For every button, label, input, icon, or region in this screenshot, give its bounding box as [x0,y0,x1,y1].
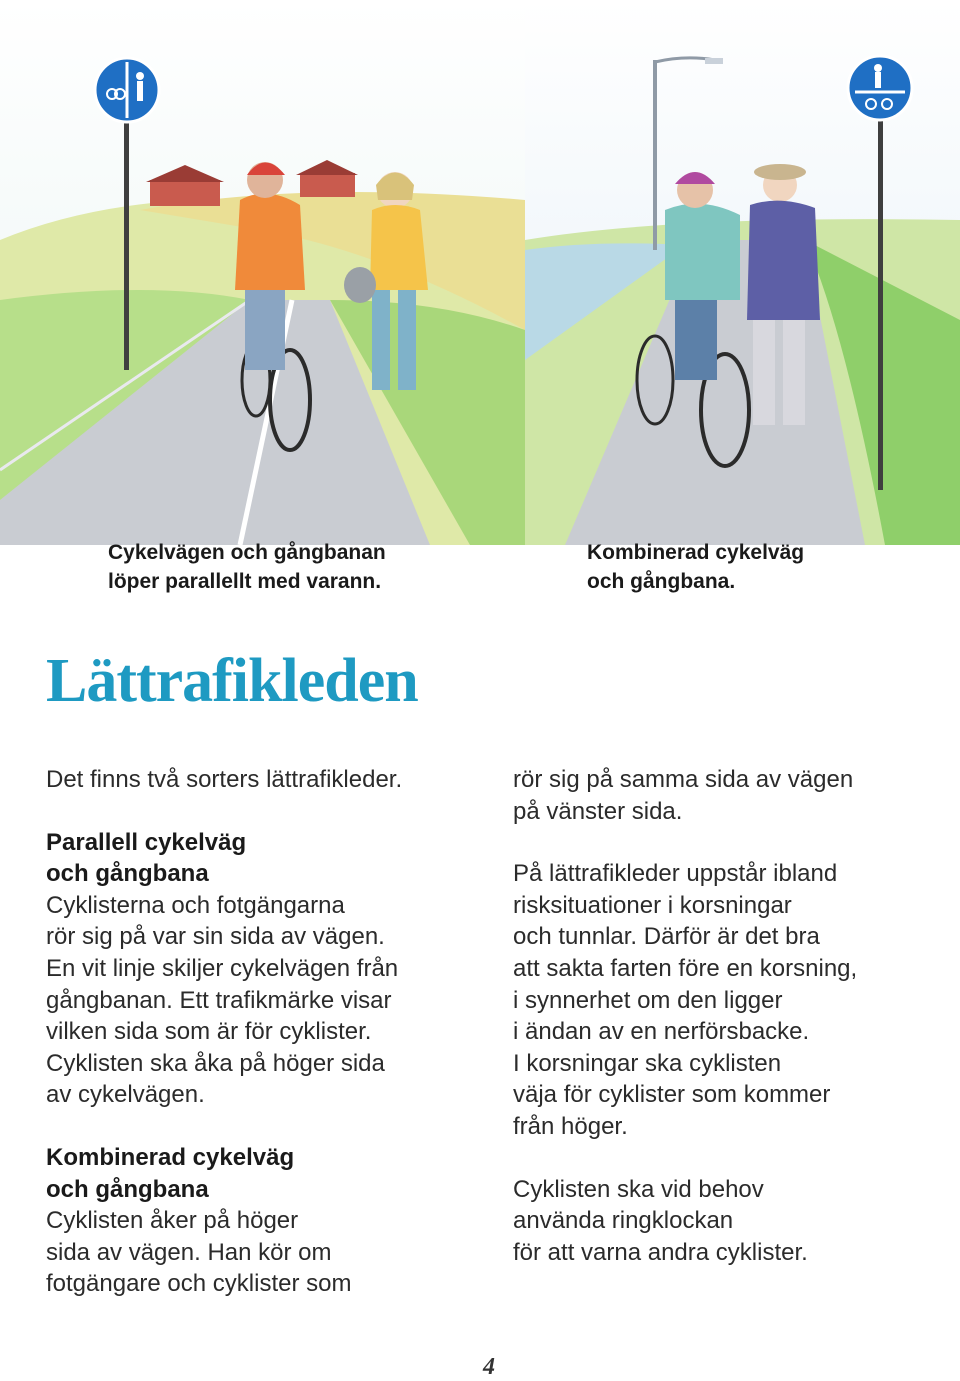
illustration-parallel-path [0,0,525,545]
section-heading-combined: Kombinerad cykelväg och gångbana [46,1143,295,1203]
right-column [513,764,943,1299]
caption-parallel-path: Cykelvägen och gångbanan löper parallellt med varann. [108,541,386,593]
section-text-parallel: Cyklisterna och fotgängarna rör sig på var sin sida av vägen. En vit linje skiljer cykelvägen från gångbanan. Ett trafikmärke visar vilken sida som är för cyklister. Cyklisten ska åka på höger sida av cykelvägen. [46,891,399,1109]
page-title: Lättrafikleden [46,647,418,715]
right-paragraph-2: På lättrafikleder uppstår ibland risksituationer i korsningar och tunnlar. Därför är det bra att sakta farten före en korsning, i synnerhet om den ligger i ändan av en nerförsbacke. I korsningar ska cyklisten väja för cyklister som kommer från höger. [513,860,858,1140]
section-text-combined: Cyklisten åker på höger sida av vägen. Han kör om fotgängare och cyklister som [46,1207,352,1298]
page-number: 4 [483,1354,495,1380]
illustration-combined-path [525,0,960,545]
right-paragraph-3: Cyklisten ska vid behov använda ringklockan för att varna andra cyklister. [513,1175,808,1266]
left-column [46,764,476,1331]
section-heading-parallel: Parallell cykelväg och gångbana [46,828,247,888]
intro-paragraph: Det finns två sorters lättrafikleder. [46,766,403,793]
right-paragraph-1: rör sig på samma sida av vägen på vänster sida. [513,766,854,825]
caption-combined-path: Kombinerad cykelväg och gångbana. [587,541,805,593]
